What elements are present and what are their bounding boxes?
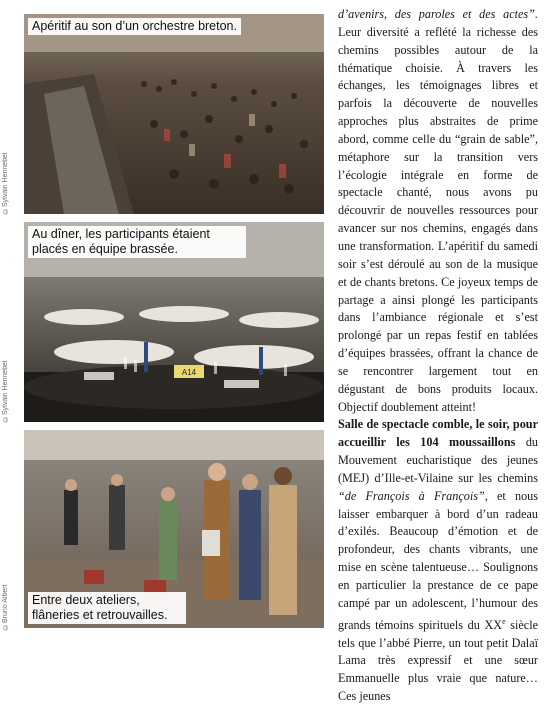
photo-caption: Entre deux ateliers, flâneries et retrouvailles. bbox=[28, 592, 186, 624]
photo-diner bbox=[24, 222, 324, 422]
photo-aperitif bbox=[24, 14, 324, 214]
table-card: A14 bbox=[181, 368, 197, 377]
article-column bbox=[338, 6, 538, 706]
body-text: Leur diversité a reflété la richesse des chemins possibles autour de la thématique choisie. À travers les échanges, les témoignages libres et parfois la découverte de nouvelles approches plus abstraites de prime abord, comme celle du “grain de sable”, métaphore sur la transition vers l’écologie intégrale en forme de spectacle chanté, nous avons pu découvrir de nouvelles ressources pour avancer sur nos chemins, engagés dans une transformation. L’apéritif du samedi soir s’est déroulé au son de la musique et de chants bretons. Ce joyeux temps de partage a ainsi plongé les participants dans l’ambiance régionale et s’est prolongé par un repas festif en tablées d’équipes brassées, offrant la chance de se rencontrer largement tout en dégustant de bons produits locaux. Objectif doublement atteint! bbox=[338, 24, 538, 414]
lead-italic-text: d’avenirs, des paroles et des actes”. bbox=[338, 7, 538, 21]
crowd-hall-image bbox=[24, 14, 324, 214]
photo-caption: Au dîner, les participants étaient placés en équipe brassée. bbox=[28, 226, 246, 258]
article-paragraph bbox=[338, 416, 538, 706]
article-paragraph bbox=[338, 6, 538, 416]
body-text: du Mouvement eucharistique des jeunes (MEJ) d’Ille-et-Vilaine sur les chemins bbox=[338, 435, 539, 485]
photo-caption: Apéritif au son d’un orchestre breton. bbox=[28, 18, 241, 35]
body-text: et nous laisser embarquer à bord d’un radeau d’exilés. Beaucoup d’émotion et de profondeur, des chants vibrants, une mise en scène talentueuse… Soulignons en particulier la prestance de ce pape campé par un adolescent, l’humour des grands témoins spirituels du XX bbox=[338, 488, 538, 632]
photo-ateliers bbox=[24, 430, 324, 628]
superscript-text: e bbox=[502, 616, 506, 626]
body-text: siècle tels que l’abbé Pierre, un tout petit Dalaï Lama très expressif et une sœur Emmanuelle plus vraie que nature… Ces jeunes bbox=[338, 617, 538, 704]
italic-quote-text: “de François à François”, bbox=[338, 488, 488, 503]
photo-credit: ©Sylvain Hennebel bbox=[2, 152, 9, 214]
photo-credit: ©Bruno Albert bbox=[2, 584, 9, 630]
photo-credit: ©Sylvain Hennebel bbox=[2, 360, 9, 422]
bold-intro-text: Salle de spectacle comble, le soir, pour accueillir les 104 moussaillons bbox=[338, 417, 538, 450]
